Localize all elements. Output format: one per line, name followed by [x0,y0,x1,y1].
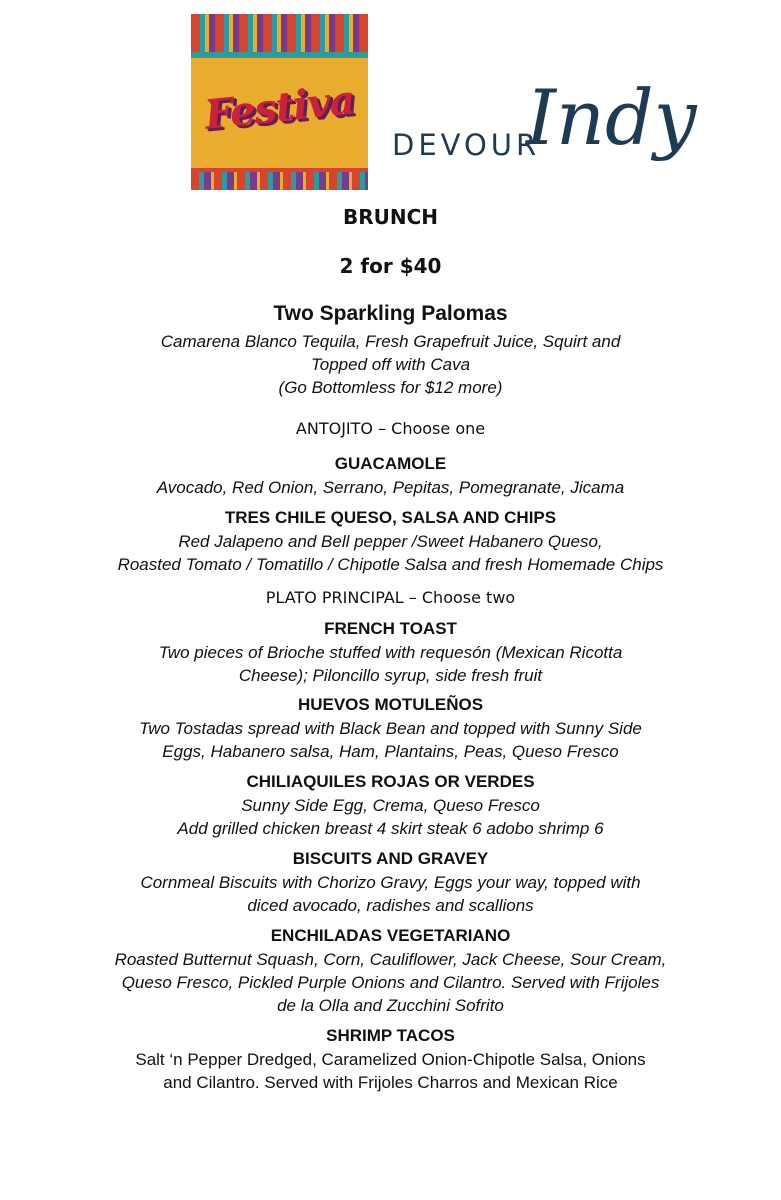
item-name: FRENCH TOAST [324,619,457,638]
section-label-antojito: ANTOJITO – Choose one [295,419,486,438]
description-line: Cornmeal Biscuits with Chorizo Gravy, Eggs your way, topped with [140,873,641,892]
description-line: Topped off with Cava [310,355,471,374]
indy-wordmark: Indy [526,73,697,162]
drink-name: Two Sparkling Palomas [273,302,508,325]
festiva-wordmark: Festiva [202,76,357,139]
item-name: TRES CHILE QUESO, SALSA AND CHIPS [224,508,557,527]
section-label-principal: PLATO PRINCIPAL – Choose two [265,588,516,607]
description-line: Two pieces of Brioche stuffed with requesón (Mexican Ricotta [158,643,623,662]
description-line: diced avocado, radishes and scallions [247,896,534,915]
item-name: GUACAMOLE [334,454,447,473]
festiva-pattern-bottom [191,172,368,190]
description-line: Eggs, Habanero salsa, Ham, Plantains, Peas, Queso Fresco [162,742,619,761]
description-line: Avocado, Red Onion, Serrano, Pepitas, Pomegranate, Jicama [156,478,625,497]
item-name: CHILIAQUILES ROJAS OR VERDES [246,772,535,791]
item-description [0,794,781,840]
description-line: Add grilled chicken breast 4 skirt steak 6 adobo shrimp 6 [177,819,604,838]
item-name: HUEVOS MOTULEÑOS [297,695,484,714]
menu-title: BRUNCH [342,205,439,229]
description-line: Cheese); Piloncillo syrup, side fresh fruit [238,666,543,685]
devour-wordmark: DEVOUR [392,128,541,162]
description-line: Roasted Tomato / Tomatillo / Chipotle Salsa and fresh Homemade Chips [117,555,664,574]
festiva-stripe-top [191,52,368,58]
devour-indy-logo [392,73,722,190]
description-line: Camarena Blanco Tequila, Fresh Grapefruit Juice, Squirt and [160,332,621,351]
description-line: Red Jalapeno and Bell pepper /Sweet Habanero Queso, [178,532,603,551]
festiva-pattern-top [191,14,368,52]
item-description [0,948,781,1017]
item-description [0,717,781,763]
item-description [0,476,781,499]
description-line: Salt ‘n Pepper Dredged, Caramelized Onion-Chipotle Salsa, Onions [135,1050,646,1069]
drink-description [0,330,781,399]
item-description [0,530,781,576]
item-name: BISCUITS AND GRAVEY [292,849,489,868]
item-description [0,1048,781,1094]
description-line: and Cilantro. Served with Frijoles Charros and Mexican Rice [163,1073,618,1092]
description-line: (Go Bottomless for $12 more) [278,378,503,397]
item-name: SHRIMP TACOS [326,1026,455,1045]
description-line: Sunny Side Egg, Crema, Queso Fresco [241,796,540,815]
description-line: Roasted Butternut Squash, Corn, Cauliflower, Jack Cheese, Sour Cream, [114,950,667,969]
item-name: ENCHILADAS VEGETARIANO [270,926,511,945]
description-line: Two Tostadas spread with Black Bean and topped with Sunny Side [139,719,642,738]
item-description [0,871,781,917]
description-line: de la Olla and Zucchini Sofrito [277,996,504,1015]
item-description [0,641,781,687]
description-line: Queso Fresco, Pickled Purple Onions and Cilantro. Served with Frijoles [121,973,660,992]
festiva-logo [191,14,368,190]
menu-price: 2 for $40 [339,254,442,278]
